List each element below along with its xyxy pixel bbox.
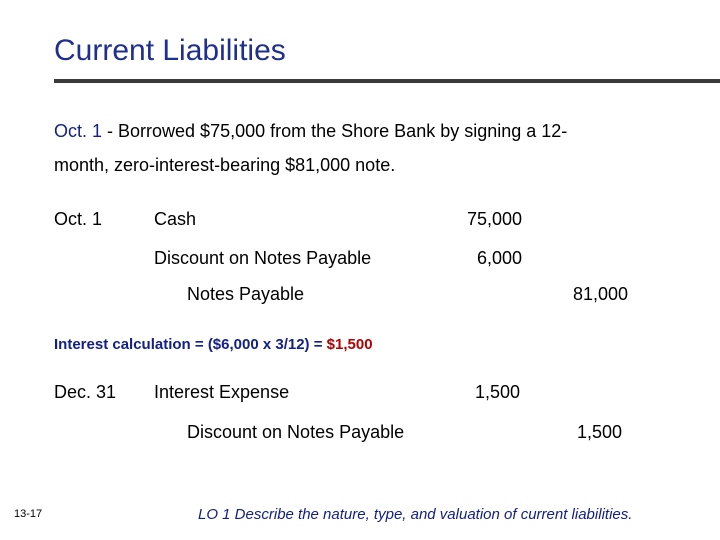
learning-objective: LO 1 Describe the nature, type, and valuation of current liabilities. <box>198 506 633 523</box>
transaction-description-line2: month, zero-interest-bearing $81,000 note. <box>54 155 396 175</box>
entry2-debit-interest-expense: 1,500 <box>474 382 520 402</box>
entry1-account-discount: Discount on Notes Payable <box>154 248 372 268</box>
title-underline <box>54 79 720 83</box>
entry1-date: Oct. 1 <box>54 209 103 229</box>
interest-result: $1,500 <box>326 336 373 353</box>
transaction-description-line1 <box>54 121 567 142</box>
entry2-account-discount: Discount on Notes Payable <box>187 422 405 442</box>
interest-label: Interest calculation = <box>54 336 208 353</box>
entry1-account-cash: Cash <box>154 209 197 229</box>
slide-number: 13-17 <box>14 508 43 520</box>
entry2-date: Dec. 31 <box>54 382 117 402</box>
entry1-account-notes-payable: Notes Payable <box>187 284 305 304</box>
entry1-debit-cash: 75,000 <box>466 209 522 229</box>
entry1-credit-notes-payable: 81,000 <box>572 284 628 304</box>
entry1-debit-discount: 6,000 <box>476 248 522 268</box>
slide-title: Current Liabilities <box>54 34 286 67</box>
entry2-account-interest-expense: Interest Expense <box>154 382 290 402</box>
interest-formula: ($6,000 x 3/12) = <box>207 336 327 353</box>
description-text: Borrowed $75,000 from the Shore Bank by signing a 12- <box>118 121 568 141</box>
entry2-credit-discount: 1,500 <box>576 422 622 442</box>
description-dash: - <box>102 121 119 141</box>
interest-calculation <box>54 336 373 353</box>
description-date: Oct. 1 <box>54 121 103 141</box>
